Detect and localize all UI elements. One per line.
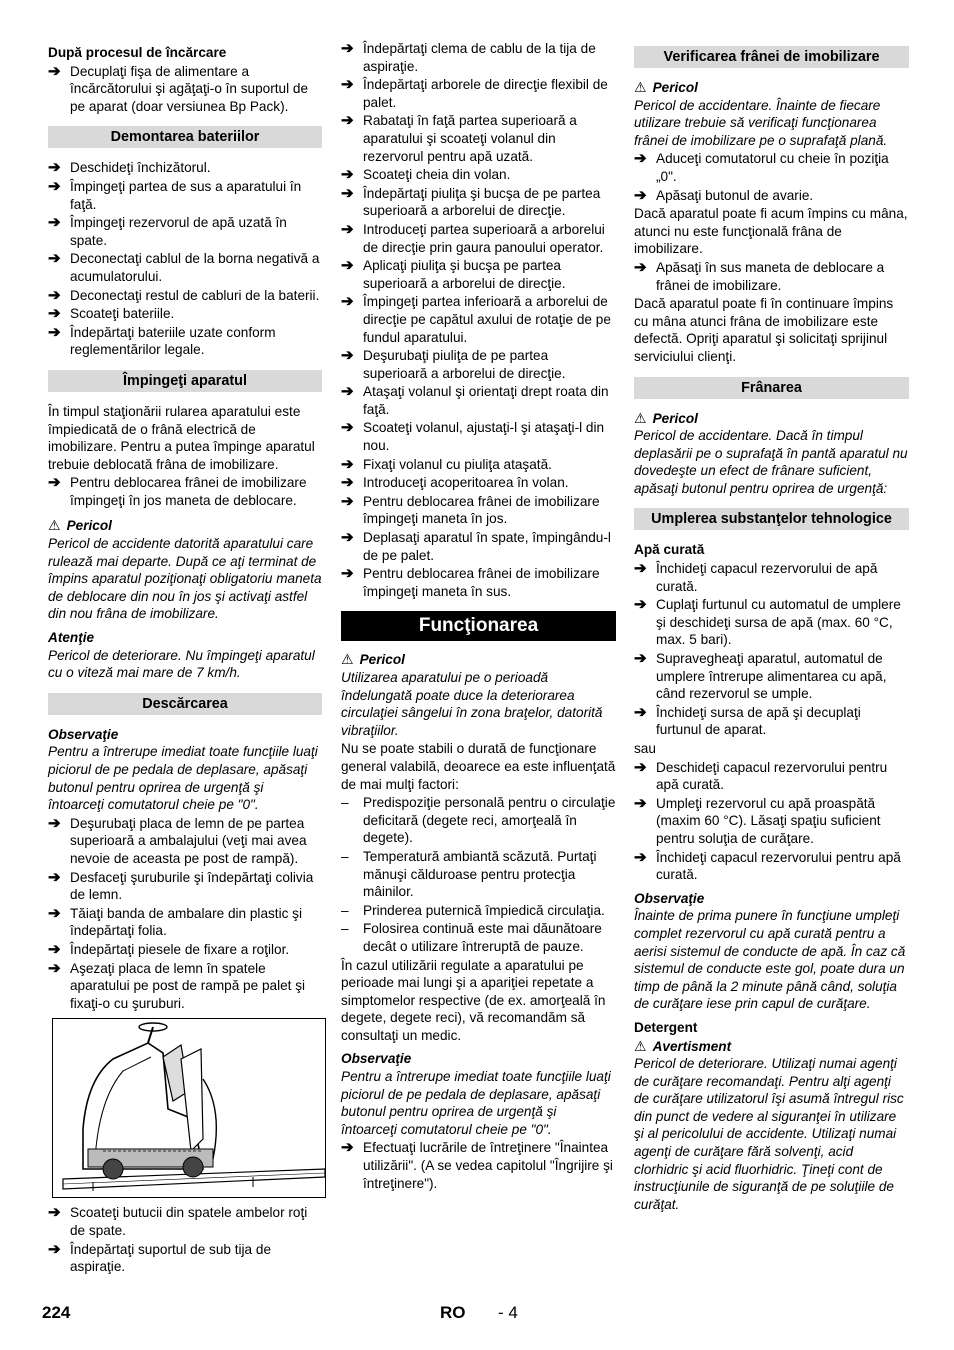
- warning-icon: ⚠: [341, 651, 354, 668]
- step-text: Îndepărtaţi piesele de fixare a roţilor.: [70, 941, 290, 957]
- step-item: [634, 849, 909, 884]
- dash-bullet: –: [341, 921, 349, 937]
- arrow-right-icon: ➔: [341, 112, 354, 130]
- arrow-right-icon: ➔: [341, 257, 354, 275]
- arrow-right-icon: ➔: [634, 758, 647, 776]
- arrow-right-icon: ➔: [341, 565, 354, 583]
- brake-check-heading: Verificarea frânei de imobilizare: [634, 46, 909, 68]
- arrow-right-icon: ➔: [341, 293, 354, 311]
- push-warning-label: ⚠ Pericol: [48, 517, 112, 534]
- arrow-right-icon: ➔: [341, 220, 354, 238]
- factor-item: [341, 794, 616, 847]
- arrow-right-icon: ➔: [48, 323, 61, 341]
- step-item: [48, 1241, 322, 1276]
- dash-bullet: –: [341, 902, 349, 918]
- arrow-right-icon: ➔: [341, 383, 354, 401]
- step-item: [48, 1204, 322, 1239]
- step-item: [48, 159, 322, 177]
- detergent-title: Detergent: [634, 1019, 698, 1035]
- factor-text: Folosirea continuă este mai dăunătoare decât o utilizare întreruptă de pauze.: [363, 921, 602, 954]
- machine-illustration: [52, 1018, 326, 1198]
- step-item: [48, 474, 322, 509]
- step-text: Rabataţi în faţă partea superioară a aparatului şi scoateţi volanul din rezervorul pentru apă uzată.: [363, 113, 577, 164]
- section-number: - 4: [498, 1303, 518, 1322]
- arrow-right-icon: ➔: [341, 347, 354, 365]
- step-item: [341, 1139, 616, 1192]
- step-text: Deconectaţi cablul de la borna negativă a acumulatorului.: [70, 251, 320, 284]
- push-text: În timpul staţionării rularea aparatului este împiedicată de o frână electrică de imobilizare. Pentru a putea împinge aparatul trebuie deblocată frâna de imobilizare.: [48, 403, 315, 472]
- operation-note-text: Pentru a întrerupe imediat toate funcţiile luaţi piciorul de pe pedala de deplasare, apăsaţi butonul pentru oprirea de urgenţă şi întoarceţi comutatorul cheie pe "0".: [341, 1069, 611, 1137]
- arrow-right-icon: ➔: [634, 794, 647, 812]
- step-item: [634, 187, 909, 205]
- step-item: [48, 305, 322, 323]
- step-item: [634, 650, 909, 703]
- dash-bullet: –: [341, 848, 349, 864]
- step-text: Închideţi capacul rezervorului pentru apă curată.: [656, 849, 901, 883]
- arrow-right-icon: ➔: [341, 492, 354, 510]
- step-text: Supravegheaţi aparatul, automatul de umplere întrerupe alimentarea cu apă, când rezervorul se umple.: [656, 651, 887, 702]
- column-1: [48, 40, 322, 1277]
- push-attention-text: Pericol de deteriorare. Nu împingeţi aparatul cu o viteză mai mare de 7 km/h.: [48, 647, 315, 681]
- step-text: Împingeţi partea de sus a aparatului în faţă.: [70, 178, 302, 212]
- step-text: Tăiaţi banda de ambalare din plastic şi îndepărtaţi folia.: [70, 905, 302, 939]
- step-text: Îndepărtaţi piuliţa şi bucşa de pe partea superioară a arborelui de direcţie.: [363, 185, 601, 219]
- step-item: [341, 456, 616, 474]
- step-item: [48, 214, 322, 249]
- unload-note-text: Pentru a întrerupe imediat toate funcţiile luaţi piciorul de pe pedala de deplasare, apăsaţi butonul pentru oprirea de urgenţă şi întoarceţi comutatorul cheie pe "0".: [48, 744, 318, 813]
- step-text: Introduceţi acoperitoarea în volan.: [363, 475, 569, 491]
- step-item: [341, 474, 616, 492]
- arrow-right-icon: ➔: [341, 166, 354, 184]
- arrow-right-icon: ➔: [48, 214, 61, 232]
- scrubber-on-pallet-drawing: [53, 1019, 325, 1197]
- step-text: Cuplaţi furtunul cu automatul de umplere şi deschideţi sursa de apă (max. 60 °C, max. 5 bari).: [656, 597, 901, 648]
- step-item: [341, 347, 616, 382]
- warning-icon: ⚠: [634, 79, 647, 95]
- step-item: [48, 287, 322, 305]
- factor-item: [341, 920, 616, 955]
- factor-item: [341, 902, 616, 920]
- step-text: Deşurubaţi placa de lemn de pe partea superioară a ambalajului (veţi mai avea nevoie de aceasta pe post de rampă).: [70, 815, 307, 866]
- push-warning-text: Pericol de accidente datorită aparatului care rulează mai departe. După ce aţi terminat de împins aparatul poziţionaţi obligatoriu maneta de deblocare din nou în jos şi activaţi astfel din nou frâna de imobilizare.: [48, 536, 322, 622]
- step-text: Scoateţi cheia din volan.: [363, 167, 511, 183]
- column-2: [341, 40, 616, 1193]
- brake-steps-1: [634, 150, 909, 204]
- battery-removal-heading: Demontarea bateriilor: [48, 126, 322, 148]
- arrow-right-icon: ➔: [48, 1204, 61, 1222]
- column-3: [634, 40, 909, 1214]
- step-text: Îndepărtaţi clema de cablu de la tija de aspiraţie.: [363, 41, 596, 74]
- step-item: [341, 419, 616, 454]
- language-code: RO: [440, 1303, 466, 1322]
- arrow-right-icon: ➔: [341, 455, 354, 473]
- after-charge-title: După procesul de încărcare: [48, 45, 227, 60]
- arrow-right-icon: ➔: [634, 560, 647, 578]
- step-item: [341, 221, 616, 256]
- arrow-right-icon: ➔: [48, 305, 61, 323]
- detergent-warning-text: Pericol de deteriorare. Utilizaţi numai agenţi de curăţare recomandaţi. Pentru alţi agenţi de curăţare utilizatorul îşi asumă întregul risc din punct de vedere al siguranţei în utilizare şi al pericolului de accidente. Utilizaţi numai agenţi de curăţare fără solvenţi, acid clorhidric şi acid fluorhidric. Ţineţi cont de instrucţiunile de siguranţă de pe soluţiile de curăţat.: [634, 1056, 904, 1212]
- arrow-right-icon: ➔: [341, 76, 354, 94]
- arrow-right-icon: ➔: [48, 286, 61, 304]
- arrow-right-icon: ➔: [634, 650, 647, 668]
- arrow-right-icon: ➔: [48, 940, 61, 958]
- steering-install-steps: [341, 40, 616, 600]
- unload-steps: [48, 815, 322, 1013]
- step-item: [341, 76, 616, 111]
- arrow-right-icon: ➔: [634, 596, 647, 614]
- detergent-warning-label: ⚠ Avertisment: [634, 1037, 732, 1054]
- braking-warning-text: Pericol de accidentare. Dacă în timpul deplasării pe o suprafaţă în pantă aparatul nu dovedeşte un efect de frânare suficient, apăsaţi butonul pentru oprirea de urgenţă:: [634, 428, 908, 496]
- step-item: [48, 324, 322, 359]
- arrow-right-icon: ➔: [48, 904, 61, 922]
- page-number: 224: [42, 1303, 71, 1322]
- step-text: Îndepărtaţi suportul de sub tija de aspiraţie.: [70, 1241, 272, 1275]
- step-item: [48, 178, 322, 213]
- brake-steps-2: [634, 259, 909, 294]
- arrow-right-icon: ➔: [48, 159, 61, 177]
- clean-water-steps-1: [634, 560, 909, 739]
- step-text: Îndepărtaţi bateriile uzate conform reglementărilor legale.: [70, 324, 276, 358]
- arrow-right-icon: ➔: [341, 184, 354, 202]
- brake-warning-text: Pericol de accidentare. Înainte de fiecare utilizare trebuie să verificaţi funcţionarea frânei de imobilizare pe o suprafaţă plană.: [634, 97, 888, 148]
- brake-text-2: Dacă aparatul poate fi în continuare împins cu mâna atunci frâna de imobilizare este defectă. Opriţi aparatul şi solicitaţi sprijinul serviciului clienţi.: [634, 296, 894, 364]
- step-text: Efectuaţi lucrările de întreţinere "Înaintea utilizării". (A se vedea capitolul "Îngrijire şi întreţinere").: [363, 1140, 613, 1191]
- step-item: [341, 166, 616, 184]
- step-text: Deschideţi închizătorul.: [70, 160, 211, 176]
- step-item: [48, 250, 322, 285]
- operation-factors: [341, 794, 616, 955]
- step-text: Apăsaţi în sus maneta de deblocare a frânei de imobilizare.: [656, 259, 885, 293]
- step-item: [634, 596, 909, 649]
- warning-icon: ⚠: [634, 1037, 647, 1054]
- step-item: [48, 941, 322, 959]
- factor-text: Prinderea puternică împiedică circulaţia.: [363, 902, 605, 918]
- arrow-right-icon: ➔: [48, 868, 61, 886]
- clean-water-steps-2: [634, 759, 909, 884]
- step-text: Umpleţi rezervorul cu apă proaspătă (maxim 60 °C). Lăsaţi spaţiu suficient pentru soluţia de curăţare.: [656, 795, 881, 846]
- step-item: [341, 565, 616, 600]
- operation-text-1: Nu se poate stabili o durată de funcţionare general valabilă, deoarece ea este influenţată de mai mulţi factori:: [341, 741, 616, 792]
- arrow-right-icon: ➔: [634, 848, 647, 866]
- warning-icon: ⚠: [48, 517, 61, 534]
- factor-text: Temperatură ambiantă scăzută. Purtaţi mănuşi călduroase pentru protecţia mâinilor.: [363, 848, 597, 900]
- arrow-right-icon: ➔: [341, 40, 354, 57]
- step-item: [48, 905, 322, 940]
- arrow-right-icon: ➔: [634, 258, 647, 276]
- step-text: Împingeţi rezervorul de apă uzată în spate.: [70, 215, 287, 248]
- operation-steps: [341, 1139, 616, 1192]
- push-device-heading: Împingeţi aparatul: [48, 370, 322, 392]
- arrow-right-icon: ➔: [48, 474, 61, 492]
- step-item: [634, 560, 909, 595]
- step-item: [341, 257, 616, 292]
- step-text: Deplasaţi aparatul în spate, împingându-l de pe palet.: [363, 530, 611, 563]
- step-item: [48, 960, 322, 1013]
- step-item: [341, 40, 616, 75]
- step-item: [341, 185, 616, 220]
- step-item: [634, 795, 909, 848]
- arrow-right-icon: ➔: [634, 186, 647, 204]
- step-text: Fixaţi volanul cu piuliţa ataşată.: [363, 456, 552, 472]
- step-text: Deconectaţi restul de cabluri de la baterii.: [70, 287, 320, 303]
- arrow-right-icon: ➔: [48, 62, 61, 80]
- step-item: [48, 63, 322, 116]
- step-text: Închideţi sursa de apă şi decuplaţi furtunul de aparat.: [656, 704, 861, 738]
- arrow-right-icon: ➔: [48, 814, 61, 832]
- step-text: Aşezaţi placa de lemn în spatele aparatului pe post de rampă pe palet şi fixaţi-o cu şuruburi.: [70, 960, 306, 1011]
- fill-consumables-heading: Umplerea substanţelor tehnologice: [634, 508, 909, 530]
- push-attention-label: Atenţie: [48, 630, 95, 646]
- step-item: [341, 293, 616, 346]
- clean-note-text: Înainte de prima punere în funcţiune umpleţi complet rezervorul cu apă curată pentru a aerisi sistemul de conducte de apă. În caz că sistemul de conducte este gol, poate dura un timp de până la 2 minute până când, soluţia de curăţare iese prin capul de curăţare.: [634, 908, 906, 1012]
- push-steps: [48, 474, 322, 509]
- step-text: Apăsaţi butonul de avarie.: [656, 187, 814, 203]
- step-text: Desfaceţi şuruburile şi îndepărtaţi colivia de lemn.: [70, 869, 314, 903]
- clean-note-label: Observaţie: [634, 890, 705, 906]
- factor-text: Predispoziţie personală pentru o circulaţie deficitară (degete reci, amorţeală în degete).: [363, 795, 616, 846]
- step-text: Aplicaţi piuliţa şi bucşa pe partea superioară a arborelui de direcţie.: [363, 258, 566, 291]
- clean-water-title: Apă curată: [634, 542, 705, 558]
- arrow-right-icon: ➔: [341, 529, 354, 547]
- step-text: Pentru deblocarea frânei de imobilizare împingeţi maneta în sus.: [363, 566, 600, 599]
- or-text: sau: [634, 741, 656, 756]
- arrow-right-icon: ➔: [48, 177, 61, 195]
- step-text: Aduceţi comutatorul cu cheie în poziţia „0".: [656, 151, 889, 184]
- step-text: Pentru deblocarea frânei de imobilizare împingeţi maneta în jos.: [363, 493, 600, 527]
- step-item: [634, 259, 909, 294]
- arrow-right-icon: ➔: [341, 1139, 354, 1157]
- step-text: Scoateţi butucii din spatele ambelor roţi de spate.: [70, 1205, 308, 1238]
- warning-icon: ⚠: [634, 409, 647, 426]
- step-text: Pentru deblocarea frânei de imobilizare împingeţi în jos maneta de deblocare.: [70, 475, 307, 508]
- dash-bullet: –: [341, 795, 349, 811]
- step-text: Îndepărtaţi arborele de direcţie flexibil de palet.: [363, 77, 608, 110]
- step-item: [634, 704, 909, 739]
- step-item: [48, 815, 322, 868]
- operation-heading: Funcţionarea: [341, 611, 616, 641]
- arrow-right-icon: ➔: [634, 150, 647, 168]
- step-item: [341, 383, 616, 418]
- arrow-right-icon: ➔: [48, 959, 61, 977]
- braking-heading: Frânarea: [634, 377, 909, 399]
- step-text: Deşurubaţi piuliţa de pe partea superioară a arborelui de direcţie.: [363, 348, 566, 381]
- step-item: [341, 529, 616, 564]
- arrow-right-icon: ➔: [48, 250, 61, 268]
- step-text: Ataşaţi volanul şi orientaţi drept roata din faţă.: [363, 384, 609, 417]
- step-text: Închideţi capacul rezervorului de apă curată.: [656, 561, 878, 594]
- operation-warning-text: Utilizarea aparatului pe o perioadă îndelungată poate duce la deteriorarea circulaţiei sângelui în zona braţelor, datorită vibraţiilor.: [341, 670, 603, 738]
- operation-warning-label: ⚠ Pericol: [341, 651, 405, 668]
- step-text: Scoateţi volanul, ajustaţi-l şi ataşaţi-l din nou.: [363, 420, 605, 454]
- after-charge-steps: [48, 63, 322, 116]
- factor-item: [341, 848, 616, 901]
- operation-text-2: În cazul utilizării regulate a aparatului pe perioade mai lungi şi a apariţiei repetate a simptomelor respective (de ex. amorţeală în degete, degete reci), vă recomandăm să consultaţi un medic.: [341, 957, 606, 1043]
- unloading-heading: Descărcarea: [48, 693, 322, 715]
- battery-removal-steps: [48, 159, 322, 359]
- braking-warning-label: ⚠ Pericol: [634, 409, 698, 426]
- step-item: [341, 112, 616, 165]
- step-item: [341, 493, 616, 528]
- step-text: Scoateţi bateriile.: [70, 306, 175, 322]
- step-item: [48, 869, 322, 904]
- arrow-right-icon: ➔: [341, 419, 354, 437]
- arrow-right-icon: ➔: [48, 1240, 61, 1258]
- brake-warning-label: ⚠ Pericol: [634, 79, 698, 95]
- step-item: [634, 759, 909, 794]
- step-text: Decuplaţi fişa de alimentare a încărcătorului şi agăţaţi-o în suportul de pe aparat (doar versiunea Bp Pack).: [70, 63, 309, 114]
- step-text: Deschideţi capacul rezervorului pentru apă curată.: [656, 759, 888, 793]
- unload-note-label: Observaţie: [48, 726, 119, 742]
- step-item: [634, 150, 909, 185]
- arrow-right-icon: ➔: [634, 703, 647, 721]
- step-text: Împingeţi partea inferioară a arborelui de direcţie pe capătul axului de rotaţie de pe fundul aparatului.: [363, 294, 611, 345]
- arrow-right-icon: ➔: [341, 474, 354, 492]
- operation-note-label: Observaţie: [341, 1051, 412, 1067]
- after-figure-steps: [48, 1204, 322, 1275]
- brake-text-1: Dacă aparatul poate fi acum împins cu mâna, atunci nu este funcţională frâna de imobilizare.: [634, 206, 908, 257]
- step-text: Introduceţi partea superioară a arborelui de direcţie prin gaura panoului operator.: [363, 221, 605, 255]
